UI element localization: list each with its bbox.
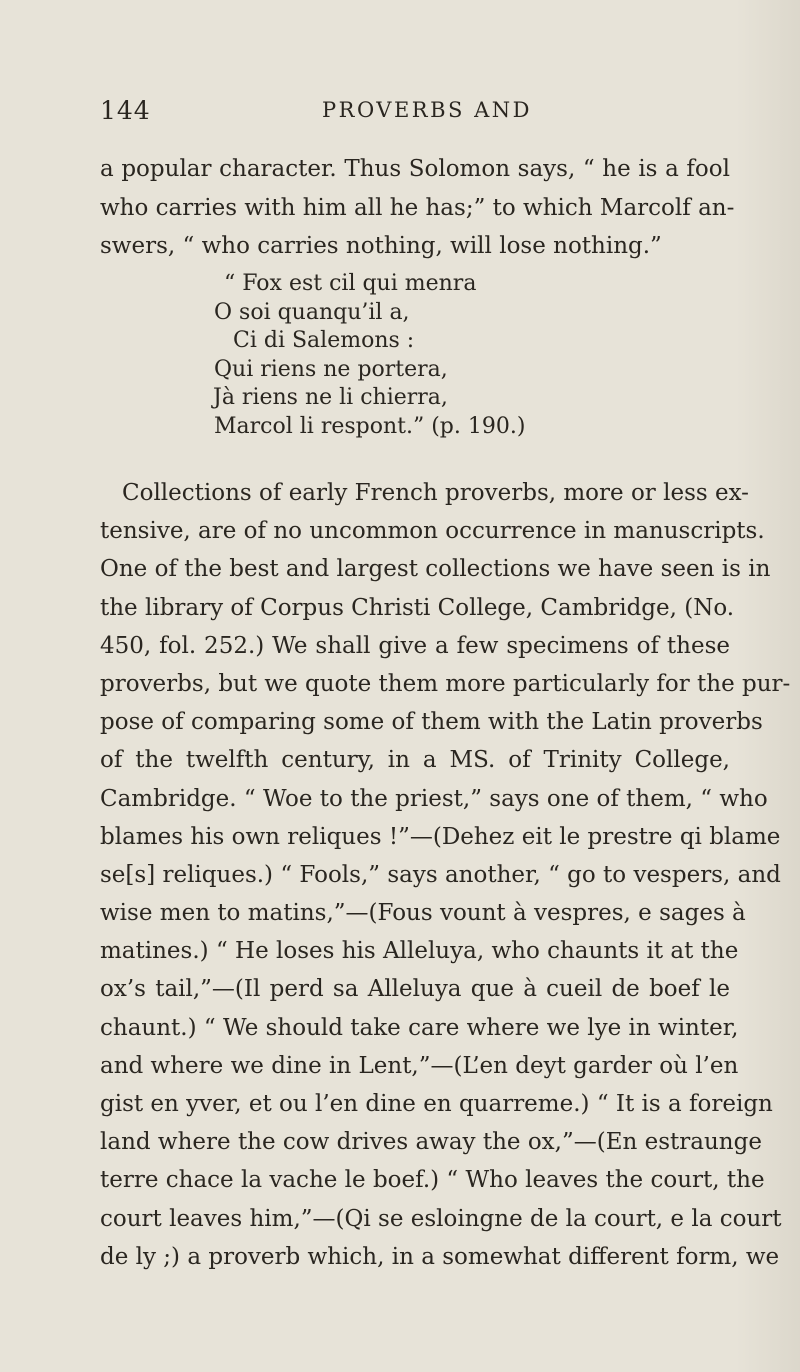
verse-line: Qui riens ne portera, (214, 356, 448, 382)
text-line: ox’s tail,”—(Il perd sa Alleluya que à cueil de boef le (100, 976, 730, 1003)
text-line: 450, fol. 252.) We shall give a few specimens of these (100, 632, 730, 659)
text-line: proverbs, but we quote them more particularly for the pur- (100, 670, 791, 697)
text-line: blames his own reliques !”—(Dehez eit le prestre qi blame (100, 823, 781, 850)
verse-quotation (100, 270, 730, 442)
paragraph-2 (100, 474, 791, 1276)
verse-line: Jà riens ne li chierra, (213, 385, 448, 411)
text-line: de ly ;) a proverb which, in a somewhat different form, we (100, 1243, 780, 1270)
text-line: swers, “ who carries nothing, will lose nothing.” (100, 233, 662, 259)
text-line: Collections of early French proverbs, more or less ex- (122, 480, 749, 506)
running-head: PROVERBS AND (322, 98, 532, 122)
verse-line: O soi quanqu’il a, (214, 299, 410, 325)
text-line: gist en yver, et ou l’en dine en quarreme.) “ It is a foreign (100, 1091, 773, 1117)
text-line: a popular character. Thus Solomon says, “ he is a fool (100, 156, 730, 182)
paragraph-1 (100, 150, 735, 266)
text-line: terre chace la vache le boef.) “ Who leaves the court, the (100, 1167, 765, 1194)
text-line: One of the best and largest collections we have seen is in (100, 556, 771, 583)
text-line: who carries with him all he has;” to which Marcolf an- (100, 194, 735, 221)
text-line: se[s] reliques.) “ Fools,” says another, “ go to vespers, and (100, 861, 781, 888)
verse-line: “ Fox est cil qui menra (224, 271, 477, 296)
text-line: tensive, are of no uncommon occurrence in manuscripts. (100, 518, 765, 545)
text-line: of the twelfth century, in a MS. of Trinity College, (100, 747, 730, 774)
page-number: 144 (100, 96, 151, 125)
page-header (100, 96, 740, 136)
verse-line: Ci di Salemons : (233, 328, 415, 354)
text-line: court leaves him,”—(Qi se esloingne de la court, e la court (100, 1205, 782, 1232)
text-line: wise men to matins,”—(Fous vount à vespres, e sages à (100, 900, 746, 927)
text-line: pose of comparing some of them with the Latin proverbs (100, 709, 763, 736)
verse-line: Marcol li respont.” (p. 190.) (214, 413, 526, 439)
text-line: matines.) “ He loses his Alleluya, who chaunts it at the (100, 938, 739, 965)
text-line: chaunt.) “ We should take care where we lye in winter, (100, 1014, 739, 1041)
text-line: the library of Corpus Christi College, Cambridge, (No. (100, 594, 735, 621)
text-line: land where the cow drives away the ox,”—(En estraunge (100, 1129, 762, 1156)
text-line: and where we dine in Lent,”—(L’en deyt garder où l’en (100, 1052, 739, 1079)
text-line: Cambridge. “ Woe to the priest,” says one of them, “ who (100, 785, 768, 812)
